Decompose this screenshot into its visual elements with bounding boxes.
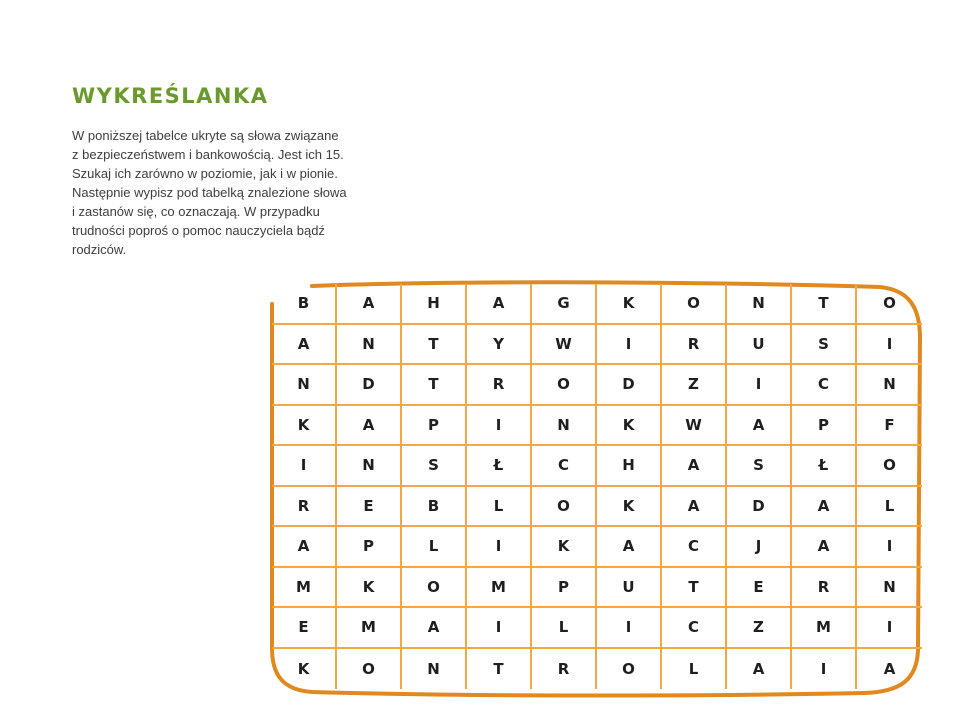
instructions-line: W poniższej tabelce ukryte są słowa związane [72, 128, 339, 143]
grid-cell[interactable]: A [883, 659, 896, 678]
grid-cell[interactable]: L [662, 649, 727, 690]
grid-cell[interactable]: L [402, 527, 467, 568]
grid-cell[interactable]: I [597, 608, 662, 649]
grid-cell[interactable]: I [857, 527, 922, 568]
grid-cell[interactable]: I [857, 325, 922, 366]
grid-cell[interactable]: N [337, 446, 402, 487]
grid-cell[interactable]: A [727, 649, 792, 690]
grid-cell[interactable]: A [597, 527, 662, 568]
grid-cell[interactable]: R [532, 649, 597, 690]
grid-cell[interactable]: T [467, 649, 532, 690]
grid-cell[interactable]: S [402, 446, 467, 487]
grid-cell[interactable]: A [792, 527, 857, 568]
grid-cell[interactable]: Z [727, 608, 792, 649]
grid-cell[interactable]: A [467, 284, 532, 325]
grid-cell[interactable]: O [857, 284, 922, 325]
grid-cell[interactable]: S [792, 325, 857, 366]
grid-cell[interactable]: A [272, 527, 337, 568]
grid-cell[interactable]: W [662, 406, 727, 447]
grid-cell[interactable]: M [467, 568, 532, 609]
grid-cell[interactable]: L [532, 608, 597, 649]
grid-cell[interactable]: I [792, 649, 857, 690]
instructions-line: Szukaj ich zarówno w poziomie, jak i w pionie. [72, 166, 338, 181]
grid-cell[interactable]: C [662, 527, 727, 568]
grid-cell[interactable]: R [792, 568, 857, 609]
grid-cell[interactable]: K [597, 406, 662, 447]
grid-cell[interactable]: K [532, 527, 597, 568]
grid-cell[interactable]: I [727, 365, 792, 406]
grid-cell[interactable]: B [272, 284, 337, 325]
grid-cell[interactable]: D [727, 487, 792, 528]
grid-cell[interactable]: L [467, 487, 532, 528]
grid-cell[interactable]: Ł [792, 446, 857, 487]
grid-cell[interactable]: P [337, 527, 402, 568]
instructions-line: i zastanów się, co oznaczają. W przypadku [72, 204, 320, 219]
grid-cell[interactable]: O [597, 649, 662, 690]
grid-cell[interactable]: D [597, 365, 662, 406]
grid-cell[interactable]: K [337, 568, 402, 609]
grid-cell[interactable]: Y [467, 325, 532, 366]
grid-cell[interactable]: T [662, 568, 727, 609]
grid-cell[interactable]: R [467, 365, 532, 406]
grid-cell[interactable]: P [792, 406, 857, 447]
page-title: WYKREŚLANKA [72, 84, 269, 108]
grid-cell[interactable]: Ł [467, 446, 532, 487]
grid-cell[interactable]: I [467, 527, 532, 568]
grid-cell[interactable]: O [532, 487, 597, 528]
grid-cell[interactable]: A [337, 406, 402, 447]
grid-cell[interactable]: I [467, 608, 532, 649]
grid-cell[interactable]: W [532, 325, 597, 366]
grid-cell[interactable]: A [402, 608, 467, 649]
grid-cell[interactable]: A [792, 487, 857, 528]
grid-cell[interactable]: I [272, 446, 337, 487]
grid-cell[interactable]: K [272, 406, 337, 447]
grid-cell[interactable]: C [532, 446, 597, 487]
grid-cell[interactable]: M [337, 608, 402, 649]
grid-cell[interactable]: E [727, 568, 792, 609]
grid-cell[interactable]: N [337, 325, 402, 366]
grid-cell[interactable]: A [337, 284, 402, 325]
grid-cell[interactable]: I [857, 608, 922, 649]
grid-cell[interactable]: O [402, 568, 467, 609]
grid-cell[interactable]: S [727, 446, 792, 487]
instructions-line: rodziców. [72, 242, 127, 257]
grid-cell[interactable]: A [727, 406, 792, 447]
grid-cell[interactable]: I [597, 325, 662, 366]
grid-cell[interactable]: G [532, 284, 597, 325]
instructions-line: Następnie wypisz pod tabelką znalezione słowa [72, 185, 347, 200]
grid-cell[interactable]: U [597, 568, 662, 609]
grid-cell[interactable]: E [337, 487, 402, 528]
grid-cell[interactable]: P [402, 406, 467, 447]
word-search-board [268, 278, 928, 698]
grid-cell[interactable]: N [402, 649, 467, 690]
grid-cell[interactable]: Z [662, 365, 727, 406]
grid-cell[interactable]: I [467, 406, 532, 447]
instructions-line: z bezpieczeństwem i bankowością. Jest ich 15. [72, 147, 344, 162]
grid-cell[interactable]: K [597, 487, 662, 528]
grid-cell[interactable]: O [662, 284, 727, 325]
grid-cell[interactable]: N [857, 568, 922, 609]
grid-cell[interactable]: E [272, 608, 337, 649]
grid-cell[interactable]: N [727, 284, 792, 325]
grid-cell[interactable]: M [792, 608, 857, 649]
grid-cell[interactable]: O [532, 365, 597, 406]
grid-cell[interactable]: T [792, 284, 857, 325]
grid-cell[interactable]: K [597, 284, 662, 325]
instructions-line: trudności poproś o pomoc nauczyciela bądź [72, 223, 325, 238]
grid-cell[interactable]: K [272, 649, 337, 690]
grid-cell[interactable]: N [857, 365, 922, 406]
grid-cell[interactable]: H [402, 284, 467, 325]
grid-cell[interactable]: M [272, 568, 337, 609]
grid-cell[interactable]: R [272, 487, 337, 528]
grid-cell[interactable]: F [857, 406, 922, 447]
letter-grid [272, 284, 922, 689]
grid-cell[interactable]: O [857, 446, 922, 487]
grid-cell[interactable]: N [532, 406, 597, 447]
grid-cell[interactable]: C [662, 608, 727, 649]
grid-cell[interactable]: T [402, 325, 467, 366]
grid-cell[interactable]: A [662, 446, 727, 487]
grid-cell[interactable]: D [337, 365, 402, 406]
grid-cell[interactable]: U [727, 325, 792, 366]
grid-cell[interactable]: O [337, 649, 402, 690]
grid-cell[interactable]: A [272, 325, 337, 366]
instructions-text [72, 126, 372, 259]
grid-cell[interactable]: J [727, 527, 792, 568]
grid-cell[interactable]: H [597, 446, 662, 487]
grid-cell[interactable]: B [402, 487, 467, 528]
grid-cell[interactable]: T [402, 365, 467, 406]
grid-cell[interactable]: P [532, 568, 597, 609]
grid-cell[interactable]: C [792, 365, 857, 406]
grid-cell[interactable]: R [662, 325, 727, 366]
grid-cell[interactable]: N [272, 365, 337, 406]
grid-cell[interactable]: L [857, 487, 922, 528]
grid-cell[interactable]: A [662, 487, 727, 528]
